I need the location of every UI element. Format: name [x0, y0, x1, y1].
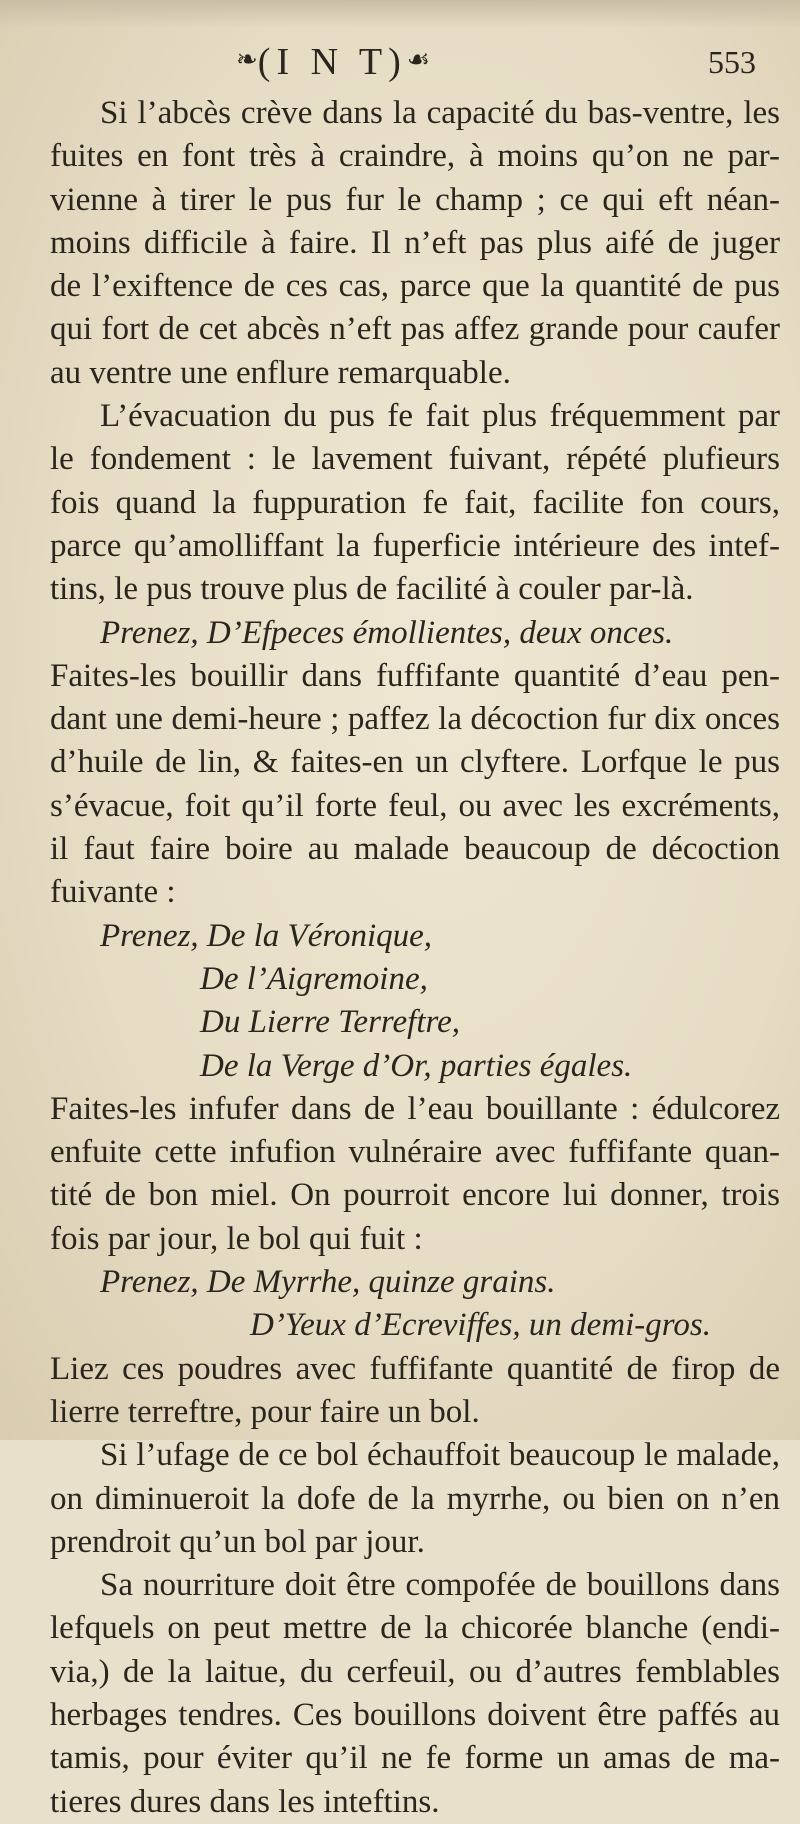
recipe-line	[50, 1001, 780, 1044]
recipe-text: Prenez, De Myrrhe, quinze grains.	[100, 1264, 556, 1301]
ornament-right-icon: ☙	[406, 45, 431, 74]
text-line: fuivante :	[50, 874, 176, 911]
running-head	[236, 40, 430, 84]
text-line: de l’exiftence de ces cas, parce que la quantité de pus	[50, 268, 780, 305]
text-line: parce qu’amolliffant la fuperficie intérieure des intef-	[50, 527, 780, 564]
recipe-line	[50, 958, 780, 1001]
recipe-line	[50, 612, 780, 655]
text-line: dant une demi-heure ; paffez la décoction fur dix onces	[50, 701, 780, 738]
recipe-text: D’Yeux d’Ecreviffes, un demi-gros.	[250, 1307, 711, 1344]
recipe-text: Prenez, D’Efpeces émollientes, deux onces.	[100, 614, 674, 651]
text-line: vienne à tirer le pus fur le champ ; ce qui eft néan-	[50, 181, 780, 218]
text-line: prendroit qu’un bol par jour.	[50, 1523, 425, 1560]
page-number: 553	[708, 44, 756, 80]
text-line: tité de bon miel. On pourroit encore lui donner, trois	[50, 1177, 780, 1214]
text-line: lefquels on peut mettre de la chicorée blanche (endi-	[50, 1610, 780, 1647]
text-line: Liez ces poudres avec fuffifante quantité de firop de	[50, 1350, 780, 1387]
text-line: s’évacue, foit qu’il forte feul, ou avec les excréments,	[50, 787, 780, 824]
page-body	[50, 92, 780, 1824]
text-line: au ventre une enflure remarquable.	[50, 354, 511, 391]
running-head-text: (I N T)	[257, 41, 407, 83]
text-line: Sa nourriture doit être compofée de bouillons dans	[100, 1567, 780, 1604]
recipe-text: De la Verge d’Or, parties égales.	[200, 1047, 633, 1084]
text-line: il faut faire boire au malade beaucoup de décoction	[50, 831, 780, 868]
text-line: fois quand la fuppuration fe fait, facilite fon cours,	[50, 484, 780, 521]
recipe-line	[50, 1045, 780, 1088]
text-line: lierre terreftre, pour faire un bol.	[50, 1393, 480, 1430]
text-line: moins difficile à faire. Il n’eft pas plus aifé de juger	[50, 224, 780, 261]
recipe-line	[50, 1304, 780, 1347]
recipe-text: Du Lierre Terreftre,	[200, 1004, 461, 1041]
text-line: qui fort de cet abcès n’eft pas affez grande pour caufer	[50, 311, 780, 348]
ornament-left-icon: ❧	[236, 45, 258, 74]
text-line: Si l’ufage de ce bol échauffoit beaucoup le malade,	[100, 1437, 780, 1474]
text-line: le fondement : le lavement fuivant, répété plufieurs	[50, 441, 780, 478]
recipe-line	[50, 915, 780, 958]
text-line: herbages tendres. Ces bouillons doivent être paffés au	[50, 1696, 780, 1733]
recipe-line	[50, 1261, 780, 1304]
text-line: fois par jour, le bol qui fuit :	[50, 1220, 423, 1257]
text-line: L’évacuation du pus fe fait plus fréquemment par	[100, 398, 780, 435]
text-line: Faites-les bouillir dans fuffifante quantité d’eau pen-	[50, 657, 780, 694]
text-line: via,) de la laitue, du cerfeuil, ou d’autres femblables	[50, 1653, 780, 1690]
text-line: on diminueroit la dofe de la myrrhe, ou bien on n’en	[50, 1480, 780, 1517]
text-line: tins, le pus trouve plus de facilité à couler par-là.	[50, 571, 694, 608]
text-line: Faites-les infufer dans de l’eau bouillante : édulcorez	[50, 1090, 780, 1127]
page-header	[0, 40, 800, 86]
text-line: Si l’abcès crève dans la capacité du bas-ventre, les	[100, 95, 780, 131]
text-line: tieres dures dans les inteftins.	[50, 1783, 440, 1820]
text-line: d’huile de lin, & faites-en un clyftere. Lorfque le pus	[50, 744, 780, 781]
recipe-text: De l’Aigremoine,	[200, 960, 428, 997]
text-line: tamis, pour éviter qu’il ne fe forme un amas de ma-	[50, 1740, 780, 1777]
text-line: fuites en font très à craindre, à moins qu’on ne par-	[50, 138, 780, 175]
page-edge-shadow	[0, 0, 800, 28]
recipe-text: Prenez, De la Véronique,	[100, 917, 433, 954]
text-line: enfuite cette infufion vulnéraire avec fuffifante quan-	[50, 1134, 780, 1171]
